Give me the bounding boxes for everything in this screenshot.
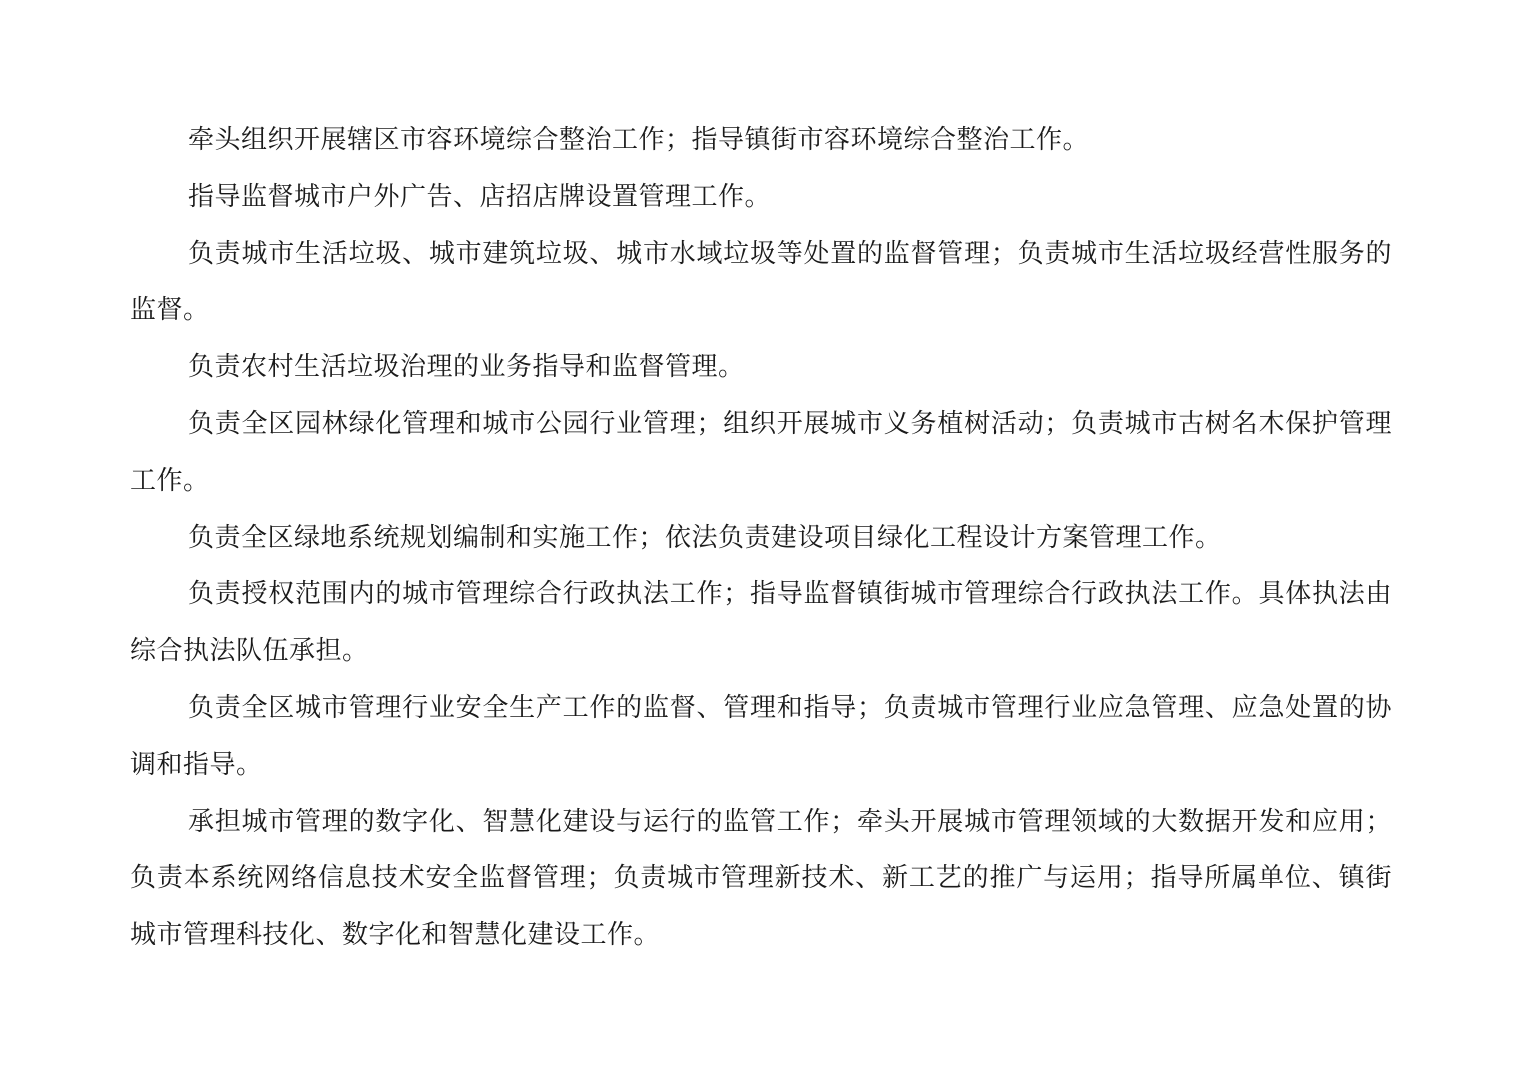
paragraph-city-appearance: 牵头组织开展辖区市容环境综合整治工作；指导镇街市容环境综合整治工作。 (188, 125, 1090, 155)
paragraph-law-enforcement: 负责授权范围内的城市管理综合行政执法工作；指导监督镇街城市管理综合行政执法工作。具体执法由综合执法队伍承担。 (130, 579, 1392, 667)
paragraph-green-space-planning: 负责全区绿地系统规划编制和实施工作；依法负责建设项目绿化工程设计方案管理工作。 (188, 522, 1222, 553)
paragraph-digitalization: 承担城市管理的数字化、智慧化建设与运行的监管工作；牵头开展城市管理领域的大数据开发和应用；负责本系统网络信息技术安全监督管理；负责城市管理新技术、新工艺的推广与运用；指导所属单位、镇街城市管理科技化、数字化和智慧化建设工作。 (130, 806, 1392, 951)
paragraph-urban-waste: 负责城市生活垃圾、城市建筑垃圾、城市水域垃圾等处置的监督管理；负责城市生活垃圾经营性服务的监督。 (130, 238, 1392, 326)
paragraph-safety-emergency: 负责全区城市管理行业安全生产工作的监督、管理和指导；负责城市管理行业应急管理、应急处置的协调和指导。 (130, 692, 1392, 780)
document-body (130, 112, 1392, 964)
paragraph-rural-waste: 负责农村生活垃圾治理的业务指导和监督管理。 (188, 352, 745, 383)
paragraph-landscaping: 负责全区园林绿化管理和城市公园行业管理；组织开展城市义务植树活动；负责城市古树名木保护管理工作。 (130, 408, 1392, 496)
paragraph-outdoor-advertising: 指导监督城市户外广告、店招店牌设置管理工作。 (188, 181, 772, 212)
